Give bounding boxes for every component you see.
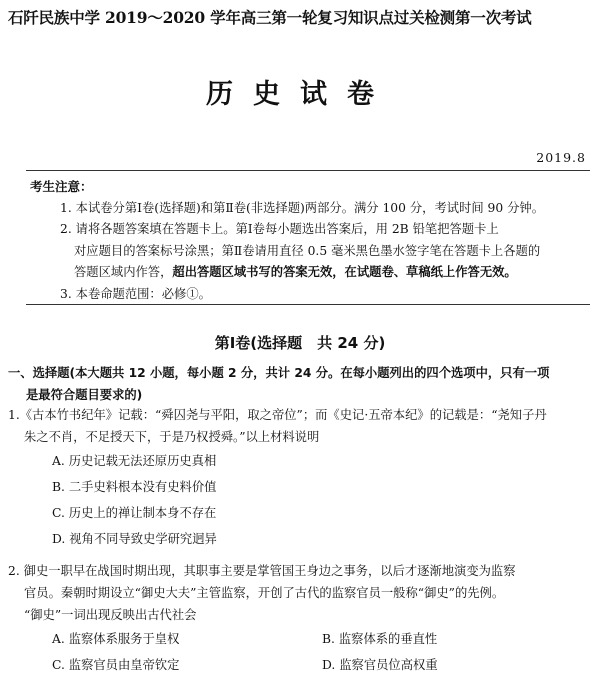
- notice-item-3: 3. 本卷命题范围：必修①。: [60, 286, 211, 301]
- question-stem: 1.《古本竹书纪年》记载：“舜囚尧与平阳，取之帝位”；而《史记·五帝本纪》的记载是：“尧知子丹: [8, 408, 547, 422]
- section-line: 一、选择题(本大题共 12 小题，每小题 2 分，共计 24 分。在每小题列出的四个选项中，只有一项: [8, 366, 550, 380]
- notice-item-2-cont-last: [30, 262, 590, 284]
- question-stem-cont: “御史”一词出现反映出古代社会: [24, 608, 197, 622]
- question-stem-cont: 官员。秦朝时期设立“御史大夫”主管监察，开创了古代的监察官员一般称“御史”的先例。: [24, 586, 505, 600]
- option-b[interactable]: B. 二手史料根本没有史料价值: [52, 480, 217, 494]
- notice-item-1: 1. 本试卷分第Ⅰ卷(选择题)和第Ⅱ卷(非选择题)两部分。满分 100 分，考试时间 90 分钟。: [60, 200, 545, 215]
- divider-bottom: [26, 304, 590, 305]
- section-instructions: [8, 362, 592, 406]
- option-c[interactable]: C. 监察官员由皇帝钦定: [52, 658, 180, 672]
- question-1: [8, 404, 592, 552]
- notice-item-2: 2. 请将各题答案填在答题卡上。第Ⅰ卷每小题选出答案后，用 2B 铅笔把答题卡上: [60, 222, 499, 236]
- part-title: 第Ⅰ卷(选择题 共 24 分): [214, 334, 386, 352]
- exam-title: 石阡民族中学 2019～2020 学年高三第一轮复习知识点过关检测第一次考试: [8, 8, 532, 27]
- notice-item-2-text: 答题区域内作答，: [74, 265, 173, 279]
- notice-item-2-cont: 对应题目的答案标号涂黑；第Ⅱ卷请用直径 0.5 毫米黑色墨水签字笔在答题卡上各题的: [74, 243, 541, 258]
- notice-item-2-emphasis: 超出答题区域书写的答案无效，在试题卷、草稿纸上作答无效。: [172, 265, 517, 279]
- option-d[interactable]: D. 监察官员位高权重: [322, 658, 438, 672]
- option-row: [8, 626, 592, 652]
- section-line-cont: 是最符合题目要求的): [26, 388, 143, 402]
- option-b[interactable]: B. 监察体系的垂直性: [322, 632, 438, 646]
- option-d[interactable]: D. 视角不同导致史学研究迥异: [52, 532, 217, 546]
- question-stem-cont: 朱之不肖，不足授天下，于是乃权授舜。”以上材料说明: [24, 430, 320, 444]
- question-2: [8, 560, 592, 678]
- notice-block: [30, 176, 590, 305]
- option-c[interactable]: C. 历史上的禅让制本身不存在: [52, 506, 217, 520]
- notice-title: 考生注意：: [30, 179, 93, 194]
- subject-title: 历史试卷: [206, 79, 394, 110]
- divider-top: [26, 170, 590, 171]
- question-stem: 2. 御史一职早在战国时期出现，其职事主要是掌管国王身边之事务，以后才逐渐地演变为监察: [8, 564, 516, 578]
- option-row: [8, 652, 592, 678]
- option-a[interactable]: A. 历史记载无法还原历史真相: [52, 454, 217, 468]
- exam-date: 2019.8: [536, 150, 586, 165]
- option-a[interactable]: A. 监察体系服务于皇权: [52, 632, 180, 646]
